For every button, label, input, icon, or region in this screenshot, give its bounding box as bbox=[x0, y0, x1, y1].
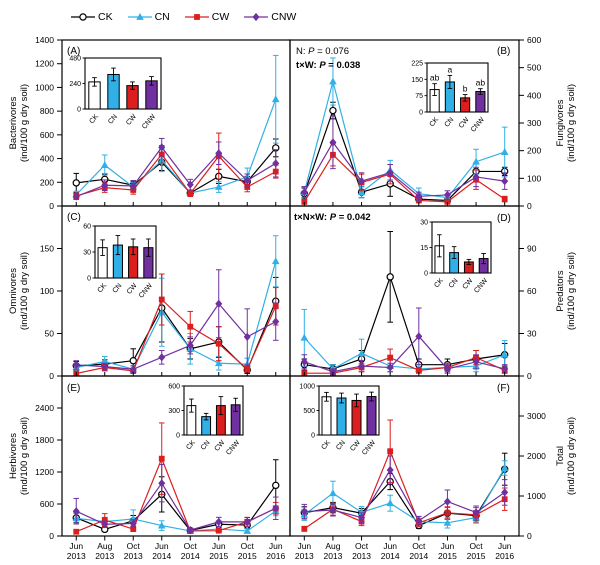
panel-label-E: (E) bbox=[67, 383, 81, 394]
triangle-marker-icon bbox=[386, 499, 394, 506]
square-marker-icon bbox=[387, 448, 393, 454]
inset-x-label-cn bbox=[448, 277, 460, 289]
inset-bar-cn bbox=[337, 398, 346, 435]
panel-B bbox=[290, 35, 577, 211]
x-tick-label-year: 2013 bbox=[294, 551, 314, 561]
y-tick-label: 1000 bbox=[527, 491, 546, 501]
y-tick-label: 30 bbox=[527, 328, 537, 339]
inset-x-label-text: CK bbox=[320, 439, 333, 452]
inset-x-label-text: CN bbox=[443, 116, 456, 129]
diamond-marker-icon bbox=[272, 159, 279, 167]
diamond-marker-icon bbox=[387, 466, 394, 474]
inset-y-tick-label: 600 bbox=[168, 383, 180, 391]
triangle-marker-icon bbox=[501, 148, 509, 155]
inset-x-label-text: CK bbox=[428, 116, 441, 129]
y-tick-label: 400 bbox=[39, 153, 54, 164]
y-axis-title-herbivores bbox=[8, 417, 30, 495]
square-marker-icon bbox=[387, 355, 393, 361]
inset-x-label-ck bbox=[429, 116, 441, 128]
triangle-marker-icon bbox=[329, 78, 337, 85]
y-tick-label: 500 bbox=[527, 62, 542, 73]
panel-label-F: (F) bbox=[497, 383, 510, 394]
x-tick-label-month: Oct bbox=[412, 541, 426, 551]
inset-x-label-cnw bbox=[473, 277, 489, 295]
x-tick-label-month: Oct bbox=[354, 541, 369, 551]
inset-y-tick-label: 500 bbox=[303, 408, 315, 415]
x-tick-label-year: 2015 bbox=[466, 551, 486, 561]
inset-y-tick-label: 225 bbox=[411, 60, 423, 68]
x-tick-label-year: 2013 bbox=[123, 551, 143, 561]
x-tick-label-month: Jun bbox=[268, 541, 283, 551]
y-axis-B bbox=[519, 35, 541, 211]
x-tick-label-month: Oct bbox=[126, 541, 140, 551]
square-marker-icon bbox=[216, 341, 222, 347]
y-tick-label: 100 bbox=[527, 173, 542, 184]
square-marker-icon bbox=[502, 196, 508, 202]
x-tick-label-year: 2014 bbox=[380, 551, 400, 561]
inset-x-label-cnw bbox=[141, 113, 157, 131]
y-axis-title-text: Fungivores(ind/100 g dry soil) bbox=[555, 83, 577, 163]
y-tick-label: 0 bbox=[527, 201, 532, 211]
inset-y-tick-label: 150 bbox=[411, 76, 423, 84]
inset-y-tick-label: 30 bbox=[83, 249, 91, 257]
inset-y-tick-label: 480 bbox=[69, 55, 81, 63]
square-marker-icon bbox=[159, 456, 165, 462]
diamond-marker-icon bbox=[444, 498, 451, 506]
y-tick-label: 90 bbox=[527, 243, 537, 254]
y-axis-title-bacterivores bbox=[8, 84, 30, 162]
y-axis-title-text: Total(ind/100 g dry soil) bbox=[555, 416, 577, 496]
inset-x-label-cw bbox=[126, 282, 139, 296]
inset-x-label-cn bbox=[200, 439, 212, 451]
inset-x-label-cw bbox=[214, 439, 227, 453]
inset-y-tick-label: 0 bbox=[176, 432, 180, 440]
y-tick-label: 1200 bbox=[35, 467, 54, 477]
y-tick-label: 200 bbox=[527, 145, 542, 156]
triangle-marker-icon bbox=[329, 489, 337, 496]
y-tick-label: 2000 bbox=[527, 451, 546, 461]
y-tick-label: 0 bbox=[527, 531, 532, 541]
inset-x-label-cw bbox=[462, 277, 475, 291]
inset-y-tick-label: 0 bbox=[419, 109, 423, 117]
x-tick-label-year: 2013 bbox=[352, 551, 372, 561]
legend-label-cn: CN bbox=[154, 11, 170, 23]
inset-x-label-text: CK bbox=[96, 282, 109, 295]
inset-x-label-text: CN bbox=[107, 113, 120, 126]
square-marker-icon bbox=[187, 324, 193, 330]
y-axis-D bbox=[519, 244, 537, 382]
open-circle-marker-icon bbox=[330, 107, 336, 113]
x-tick-label-month: Aug bbox=[325, 541, 341, 551]
inset-x-label-text: CNW bbox=[469, 116, 486, 134]
x-tick-label-month: Oct bbox=[469, 541, 483, 551]
y-axis-title-text: Bacterivores(ind/100 g dry soil) bbox=[8, 83, 30, 163]
inset-x-label-cn bbox=[444, 116, 456, 128]
panel-E bbox=[8, 376, 290, 541]
y-tick-label: 0 bbox=[49, 201, 54, 211]
annotation-B-1: t×W: P = 0.038 bbox=[296, 60, 361, 71]
significance-letter: ab bbox=[429, 72, 440, 83]
x-tick-label-year: 2016 bbox=[266, 551, 286, 561]
open-circle-marker-icon bbox=[387, 274, 393, 280]
inset-bar-cnw bbox=[367, 397, 376, 435]
y-tick-label: 100 bbox=[39, 286, 54, 296]
inset-x-label-text: CN bbox=[199, 439, 212, 452]
annotation-B-0: N: P = 0.076 bbox=[296, 46, 350, 57]
x-tick-label-month: Jun bbox=[440, 541, 455, 551]
significance-letter: a bbox=[447, 64, 453, 75]
y-axis-A bbox=[35, 35, 62, 211]
y-axis-title-text: Herbivores(ind/100 g dry soil) bbox=[8, 416, 30, 496]
panel-E-inset bbox=[168, 384, 243, 457]
y-axis-F bbox=[519, 411, 546, 541]
open-circle-marker-icon bbox=[273, 482, 279, 488]
open-circle-marker-icon bbox=[130, 358, 136, 364]
y-tick-label: 400 bbox=[527, 90, 542, 101]
square-marker-icon bbox=[216, 528, 222, 534]
x-tick-label-month: Oct bbox=[240, 541, 254, 551]
x-tick-label-year: 2015 bbox=[209, 551, 229, 561]
inset-y-tick-label: 0 bbox=[311, 432, 315, 440]
y-axis-title-text: Predators(ind/100 g dry soil) bbox=[555, 251, 577, 331]
panel-label-B: (B) bbox=[497, 46, 511, 57]
inset-x-label-text: CN bbox=[335, 439, 348, 452]
panel-F-inset bbox=[299, 384, 379, 457]
y-axis-title-fungivores bbox=[555, 84, 577, 162]
y-tick-label: 300 bbox=[527, 118, 542, 128]
panel-D-inset bbox=[420, 220, 491, 295]
panel-label-A: (A) bbox=[67, 46, 81, 57]
inset-bar-ck bbox=[322, 397, 331, 435]
inset-x-label-cw bbox=[458, 116, 471, 130]
y-tick-label: 800 bbox=[39, 106, 54, 117]
y-tick-label: 150 bbox=[39, 243, 54, 254]
panel-C bbox=[8, 206, 290, 381]
x-tick-label-year: 2013 bbox=[66, 551, 86, 561]
y-axis-E bbox=[35, 403, 62, 541]
x-tick-label-year: 2015 bbox=[437, 551, 457, 561]
inset-y-tick-label: 75 bbox=[415, 93, 423, 101]
inset-x-label-text: CK bbox=[88, 113, 101, 126]
y-tick-label: 2400 bbox=[35, 403, 54, 413]
inset-x-label-cnw bbox=[361, 439, 377, 457]
inset-x-label-cn bbox=[112, 282, 124, 294]
triangle-marker-icon bbox=[272, 95, 280, 102]
inset-y-tick-label: 300 bbox=[168, 408, 180, 415]
y-tick-label: 1400 bbox=[35, 35, 54, 45]
panel-label-C: (C) bbox=[67, 212, 81, 223]
triangle-marker-icon bbox=[272, 257, 280, 264]
square-marker-icon bbox=[187, 191, 193, 197]
inset-x-label-ck bbox=[320, 439, 332, 451]
y-axis-title-text: Omnivores(ind/100 g dry soil) bbox=[8, 251, 30, 331]
y-tick-label: 600 bbox=[39, 499, 54, 509]
x-tick-label-month: Jun bbox=[69, 541, 84, 551]
x-tick-label-month: Jun bbox=[497, 541, 512, 551]
panel-F bbox=[290, 376, 577, 541]
inset-x-label-text: CW bbox=[125, 113, 139, 127]
y-tick-label: 1000 bbox=[35, 82, 54, 93]
y-tick-label: 1800 bbox=[35, 435, 54, 445]
triangle-marker-icon bbox=[301, 334, 309, 341]
inset-x-label-text: CK bbox=[433, 277, 445, 290]
y-tick-label: 200 bbox=[39, 177, 54, 188]
panel-A-inset bbox=[69, 56, 161, 131]
legend-label-ck: CK bbox=[98, 11, 113, 23]
square-marker-icon bbox=[244, 366, 250, 372]
x-tick-label-year: 2014 bbox=[409, 551, 429, 561]
y-tick-label: 3000 bbox=[527, 411, 546, 421]
diamond-marker-icon bbox=[272, 318, 279, 326]
x-tick-label-year: 2014 bbox=[152, 551, 172, 561]
diamond-marker-icon bbox=[158, 353, 165, 361]
panel-B-inset bbox=[411, 61, 488, 134]
inset-x-label-ck bbox=[185, 439, 197, 451]
x-tick-label-month: Aug bbox=[97, 541, 113, 551]
y-axis-title-predators bbox=[555, 252, 577, 330]
inset-x-label-text: CW bbox=[461, 277, 475, 291]
x-tick-label-month: Jun bbox=[154, 541, 169, 551]
inset-x-label-text: CW bbox=[213, 439, 227, 453]
y-tick-label: 600 bbox=[39, 129, 54, 140]
square-marker-icon bbox=[159, 297, 165, 303]
open-circle-marker-icon bbox=[73, 180, 79, 186]
triangle-marker-icon bbox=[101, 161, 109, 168]
inset-y-tick-label: 60 bbox=[83, 223, 91, 231]
x-tick-label-year: 2013 bbox=[323, 551, 343, 561]
y-axis-title-total bbox=[555, 417, 577, 495]
x-tick-label-month: Jun bbox=[383, 541, 398, 551]
y-tick-label: 1200 bbox=[35, 58, 54, 69]
inset-x-label-cnw bbox=[470, 116, 486, 134]
significance-letter: ab bbox=[475, 77, 486, 88]
inset-x-label-cn bbox=[107, 113, 119, 125]
x-tick-label-month: Jun bbox=[211, 541, 226, 551]
inset-y-tick-label: 0 bbox=[424, 270, 428, 278]
panel-E-series-cnw bbox=[73, 465, 280, 535]
inset-x-label-text: CN bbox=[111, 282, 124, 295]
square-marker-icon bbox=[73, 529, 79, 535]
legend-label-cw: CW bbox=[211, 11, 230, 23]
panel-D bbox=[290, 206, 577, 381]
inset-x-label-cw bbox=[125, 113, 138, 127]
inset-x-label-text: CK bbox=[185, 439, 197, 452]
y-tick-label: 600 bbox=[527, 35, 542, 45]
panel-C-inset bbox=[83, 224, 156, 300]
significance-letter: b bbox=[462, 83, 468, 94]
inset-x-label-text: CNW bbox=[137, 282, 154, 300]
square-marker-icon bbox=[301, 526, 307, 532]
inset-y-tick-label: 240 bbox=[69, 81, 81, 88]
inset-x-label-ck bbox=[88, 113, 100, 125]
inset-x-label-text: CN bbox=[447, 277, 460, 290]
y-tick-label: 0 bbox=[49, 371, 54, 381]
inset-y-tick-label: 0 bbox=[87, 275, 91, 283]
inset-x-label-text: CW bbox=[457, 116, 471, 130]
panel-label-D: (D) bbox=[497, 213, 511, 224]
x-tick-label-month: Jun bbox=[297, 541, 312, 551]
y-tick-label: 0 bbox=[49, 531, 54, 541]
diamond-marker-icon bbox=[501, 177, 508, 185]
y-tick-label: 60 bbox=[527, 286, 537, 296]
x-tick-label-year: 2014 bbox=[180, 551, 200, 561]
inset-x-label-text: CW bbox=[349, 439, 363, 453]
y-tick-label: 0 bbox=[527, 371, 532, 381]
y-tick-label: 50 bbox=[44, 328, 54, 339]
inset-y-tick-label: 15 bbox=[420, 245, 428, 252]
inset-x-label-text: CW bbox=[125, 282, 139, 296]
y-axis-title-omnivores bbox=[8, 252, 30, 330]
inset-x-label-text: CNW bbox=[225, 439, 242, 457]
inset-y-tick-label: 1000 bbox=[299, 383, 315, 391]
inset-x-label-cnw bbox=[225, 439, 241, 457]
annotation-D-0: t×N×W: P = 0.042 bbox=[294, 212, 371, 223]
inset-x-label-text: CNW bbox=[360, 439, 378, 457]
x-tick-label-year: 2016 bbox=[495, 551, 515, 561]
inset-x-label-cnw bbox=[138, 282, 154, 300]
x-tick-label-year: 2013 bbox=[95, 551, 115, 561]
inset-y-tick-label: 0 bbox=[77, 106, 81, 114]
inset-x-label-ck bbox=[433, 277, 445, 289]
inset-x-label-cw bbox=[349, 439, 362, 453]
inset-y-tick-label: 30 bbox=[420, 219, 428, 227]
inset-x-label-text: CNW bbox=[473, 277, 490, 295]
inset-x-label-ck bbox=[97, 282, 109, 294]
diamond-marker-icon bbox=[501, 488, 508, 496]
y-axis-C bbox=[40, 244, 62, 382]
legend-label-cnw: CNW bbox=[271, 11, 297, 23]
inset-x-label-cn bbox=[335, 439, 347, 451]
inset-x-label-text: CNW bbox=[140, 113, 158, 131]
x-tick-label-year: 2015 bbox=[237, 551, 257, 561]
x-tick-label-month: Oct bbox=[183, 541, 197, 551]
panel-A bbox=[8, 35, 290, 211]
